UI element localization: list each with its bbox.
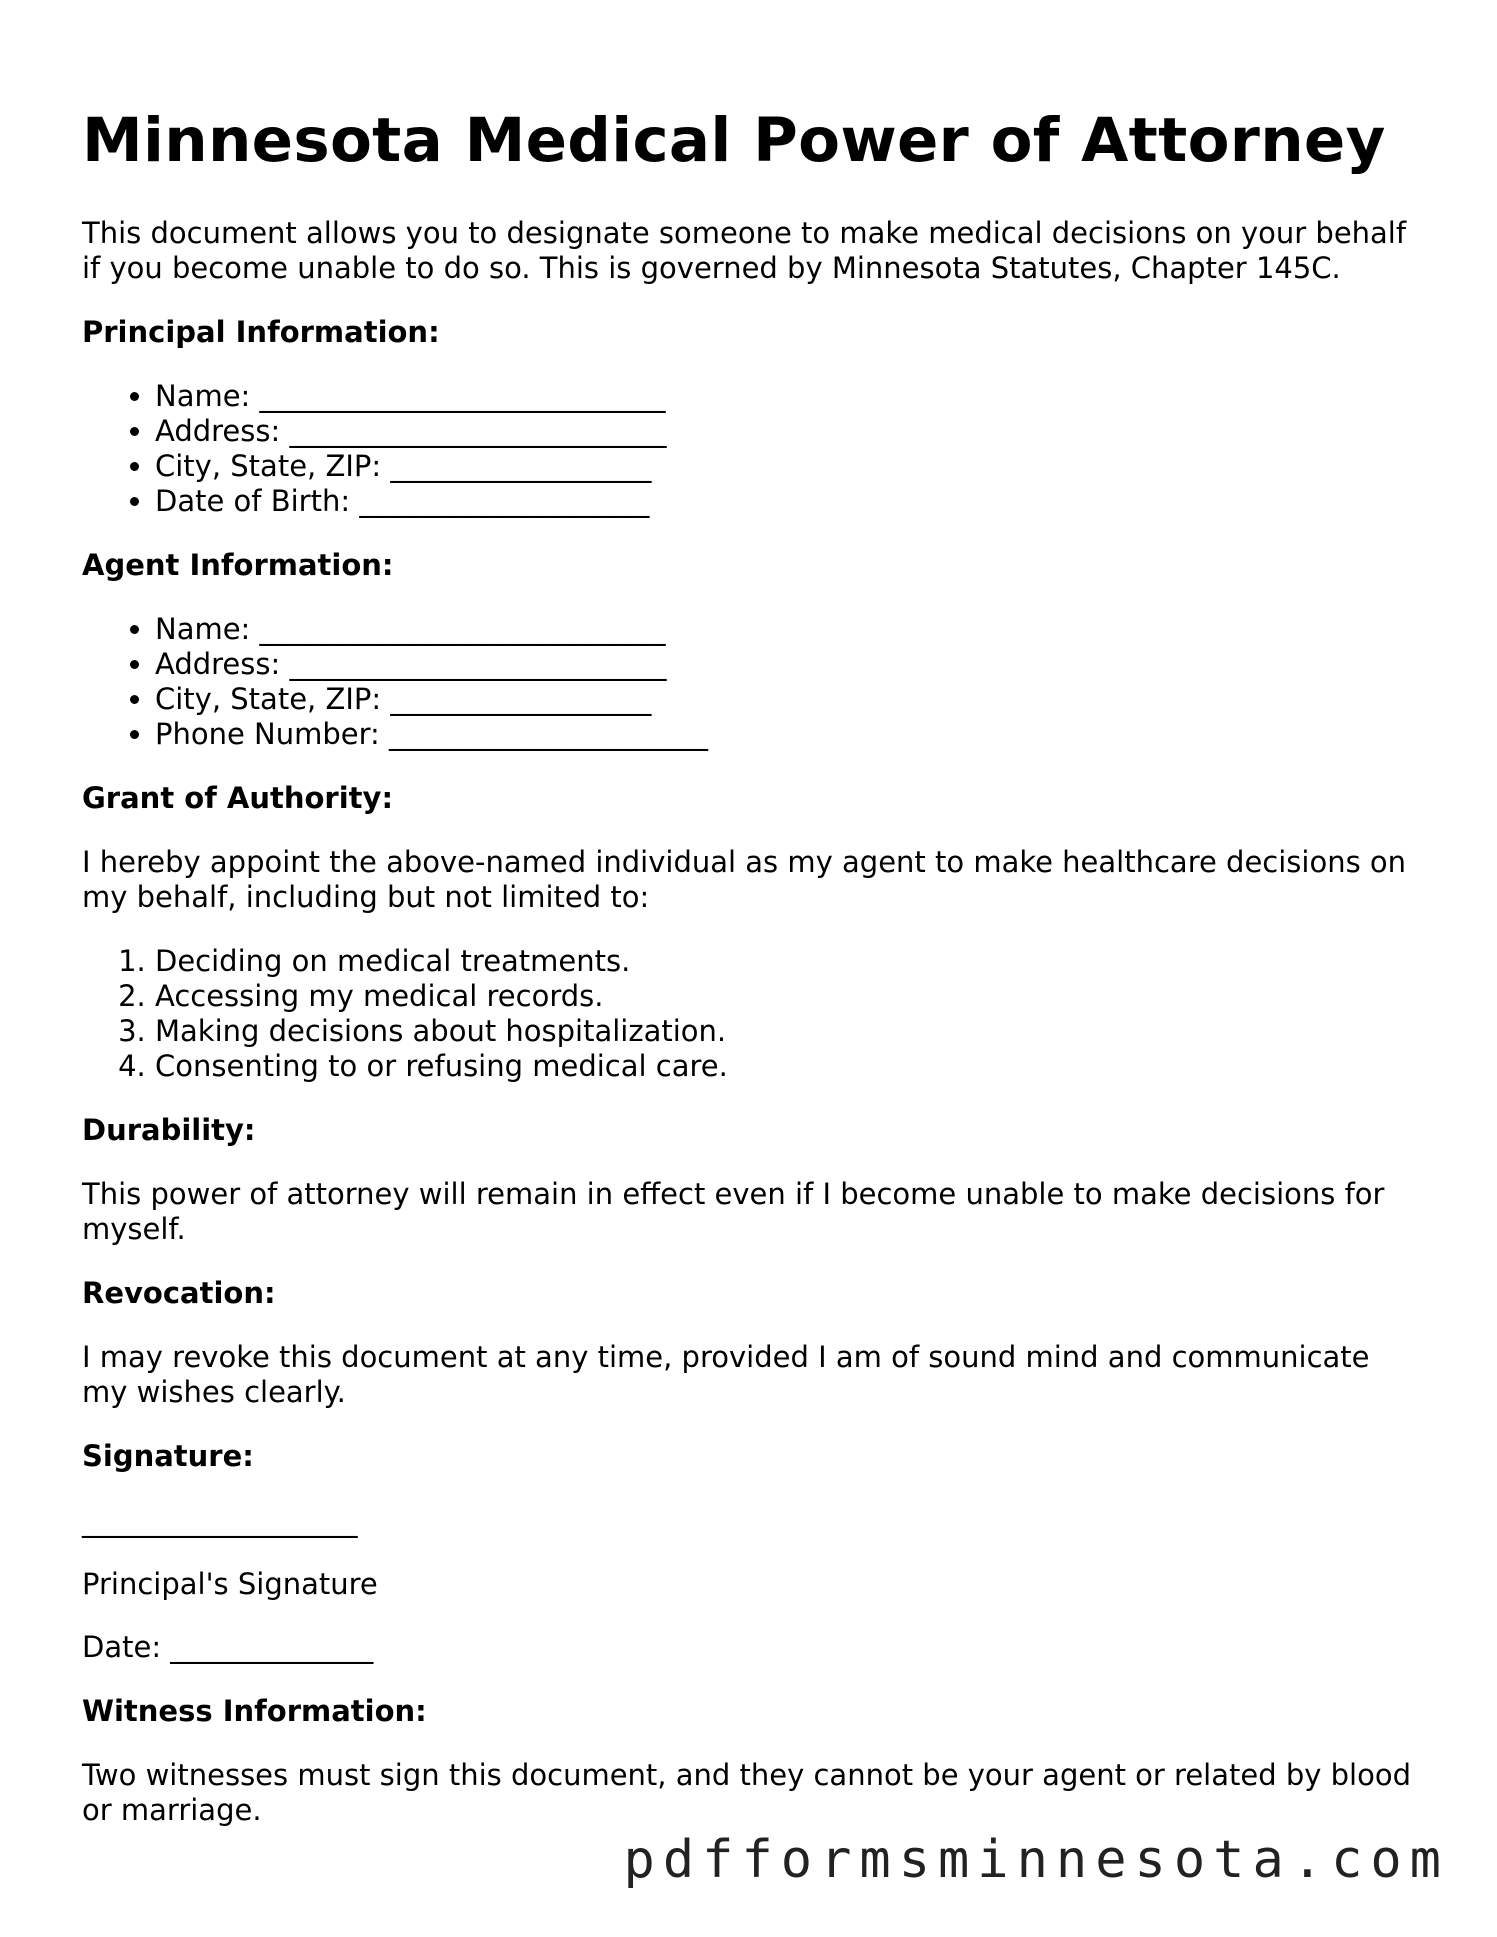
document-title: Minnesota Medical Power of Attorney	[82, 105, 1386, 176]
principal-address-field: • Address: __________________________	[155, 414, 1422, 449]
grant-items-list	[82, 944, 1422, 1084]
witness-heading: Witness Information:	[82, 1694, 427, 1728]
principal-city-state-zip-field: • City, State, ZIP: __________________	[155, 449, 1422, 484]
agent-address-field: • Address: __________________________	[155, 647, 1422, 682]
revocation-paragraph: I may revoke this document at any time, provided I am of sound mind and communicate my wishes clearly.	[82, 1340, 1370, 1409]
principal-fields-list	[82, 379, 1422, 519]
website-watermark: pdfformsminnesota.com	[623, 1830, 1449, 1890]
revocation-heading: Revocation:	[82, 1276, 276, 1310]
principal-dob-field: • Date of Birth: ____________________	[155, 484, 1422, 519]
signature-heading: Signature:	[82, 1439, 254, 1473]
agent-name-field: • Name: ____________________________	[155, 612, 1422, 647]
durability-paragraph: This power of attorney will remain in effect even if I become unable to make decisions for myself.	[82, 1177, 1385, 1246]
durability-heading: Durability:	[82, 1113, 256, 1147]
grant-item: 1. Deciding on medical treatments.	[155, 944, 1422, 979]
principal-heading: Principal Information:	[82, 315, 440, 349]
agent-fields-list	[82, 612, 1422, 752]
document-page	[82, 96, 1422, 1828]
grant-heading: Grant of Authority:	[82, 781, 394, 815]
agent-phone-field: • Phone Number: ______________________	[155, 717, 1422, 752]
signature-label: Principal's Signature	[82, 1567, 378, 1601]
grant-item: 4. Consenting to or refusing medical care.	[155, 1049, 1422, 1084]
agent-city-state-zip-field: • City, State, ZIP: __________________	[155, 682, 1422, 717]
signature-date-field: Date: ______________	[82, 1630, 374, 1664]
grant-item: 3. Making decisions about hospitalization.	[155, 1014, 1422, 1049]
intro-paragraph: This document allows you to designate someone to make medical decisions on your behalf if you become unable to do so. This is governed by Minnesota Statutes, Chapter 145C.	[82, 216, 1407, 285]
principal-name-field: • Name: ____________________________	[155, 379, 1422, 414]
grant-paragraph: I hereby appoint the above-named individual as my agent to make healthcare decisions on my behalf, including but not limited to:	[82, 845, 1407, 914]
witness-paragraph: Two witnesses must sign this document, and they cannot be your agent or related by blood or marriage.	[82, 1758, 1412, 1827]
signature-line: ___________________	[82, 1504, 358, 1538]
agent-heading: Agent Information:	[82, 548, 394, 582]
grant-item: 2. Accessing my medical records.	[155, 979, 1422, 1014]
